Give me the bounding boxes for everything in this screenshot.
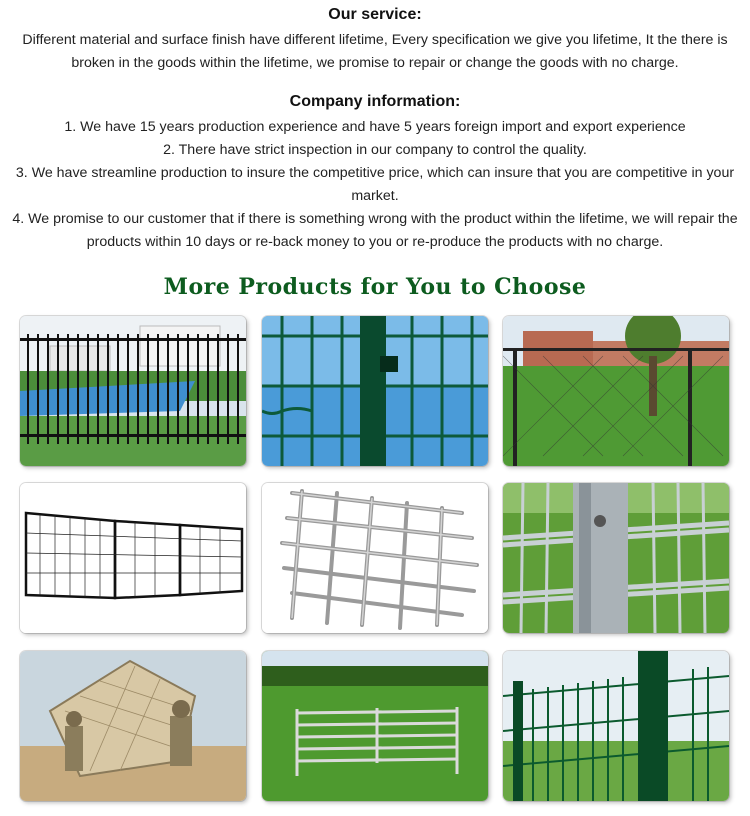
company-info-item: 3. We have streamline production to insure the competitive price, which can insure that you are competitive in your market. (15, 165, 735, 204)
company-info-list (6, 116, 744, 254)
product-image-livestock-corral-panel[interactable] (262, 651, 488, 801)
product-image-hesco-barrier[interactable] (20, 651, 246, 801)
product-image-chain-link-fence[interactable] (503, 316, 729, 466)
product-image-double-wire-fence[interactable] (503, 483, 729, 633)
product-image-3d-panel-fence[interactable] (262, 316, 488, 466)
product-image-temporary-fence[interactable] (20, 483, 246, 633)
company-info-item: 4. We promise to our customer that if there is something wrong with the product within the lifetime, we will repair the products within 10 days or re-back money to you or re-produce the products with no charge. (12, 211, 738, 250)
product-image-green-welded-fence[interactable] (503, 651, 729, 801)
company-info-item: 2. There have strict inspection in our company to control the quality. (163, 142, 587, 158)
service-heading: Our service: (328, 6, 422, 23)
service-text: Different material and surface finish have different lifetime, Every specification we give you lifetime, It the there is broken in the goods within the lifetime, we promise to repair or change the goods with no charge. (22, 32, 728, 71)
product-image-pool-fence[interactable] (20, 316, 246, 466)
company-heading: Company information: (289, 93, 461, 110)
company-info-item: 1. We have 15 years production experience and have 5 years foreign import and export experience (64, 119, 686, 135)
products-section-title: More Products for You to Choose (163, 274, 587, 300)
product-image-crimped-wire-mesh[interactable] (262, 483, 488, 633)
